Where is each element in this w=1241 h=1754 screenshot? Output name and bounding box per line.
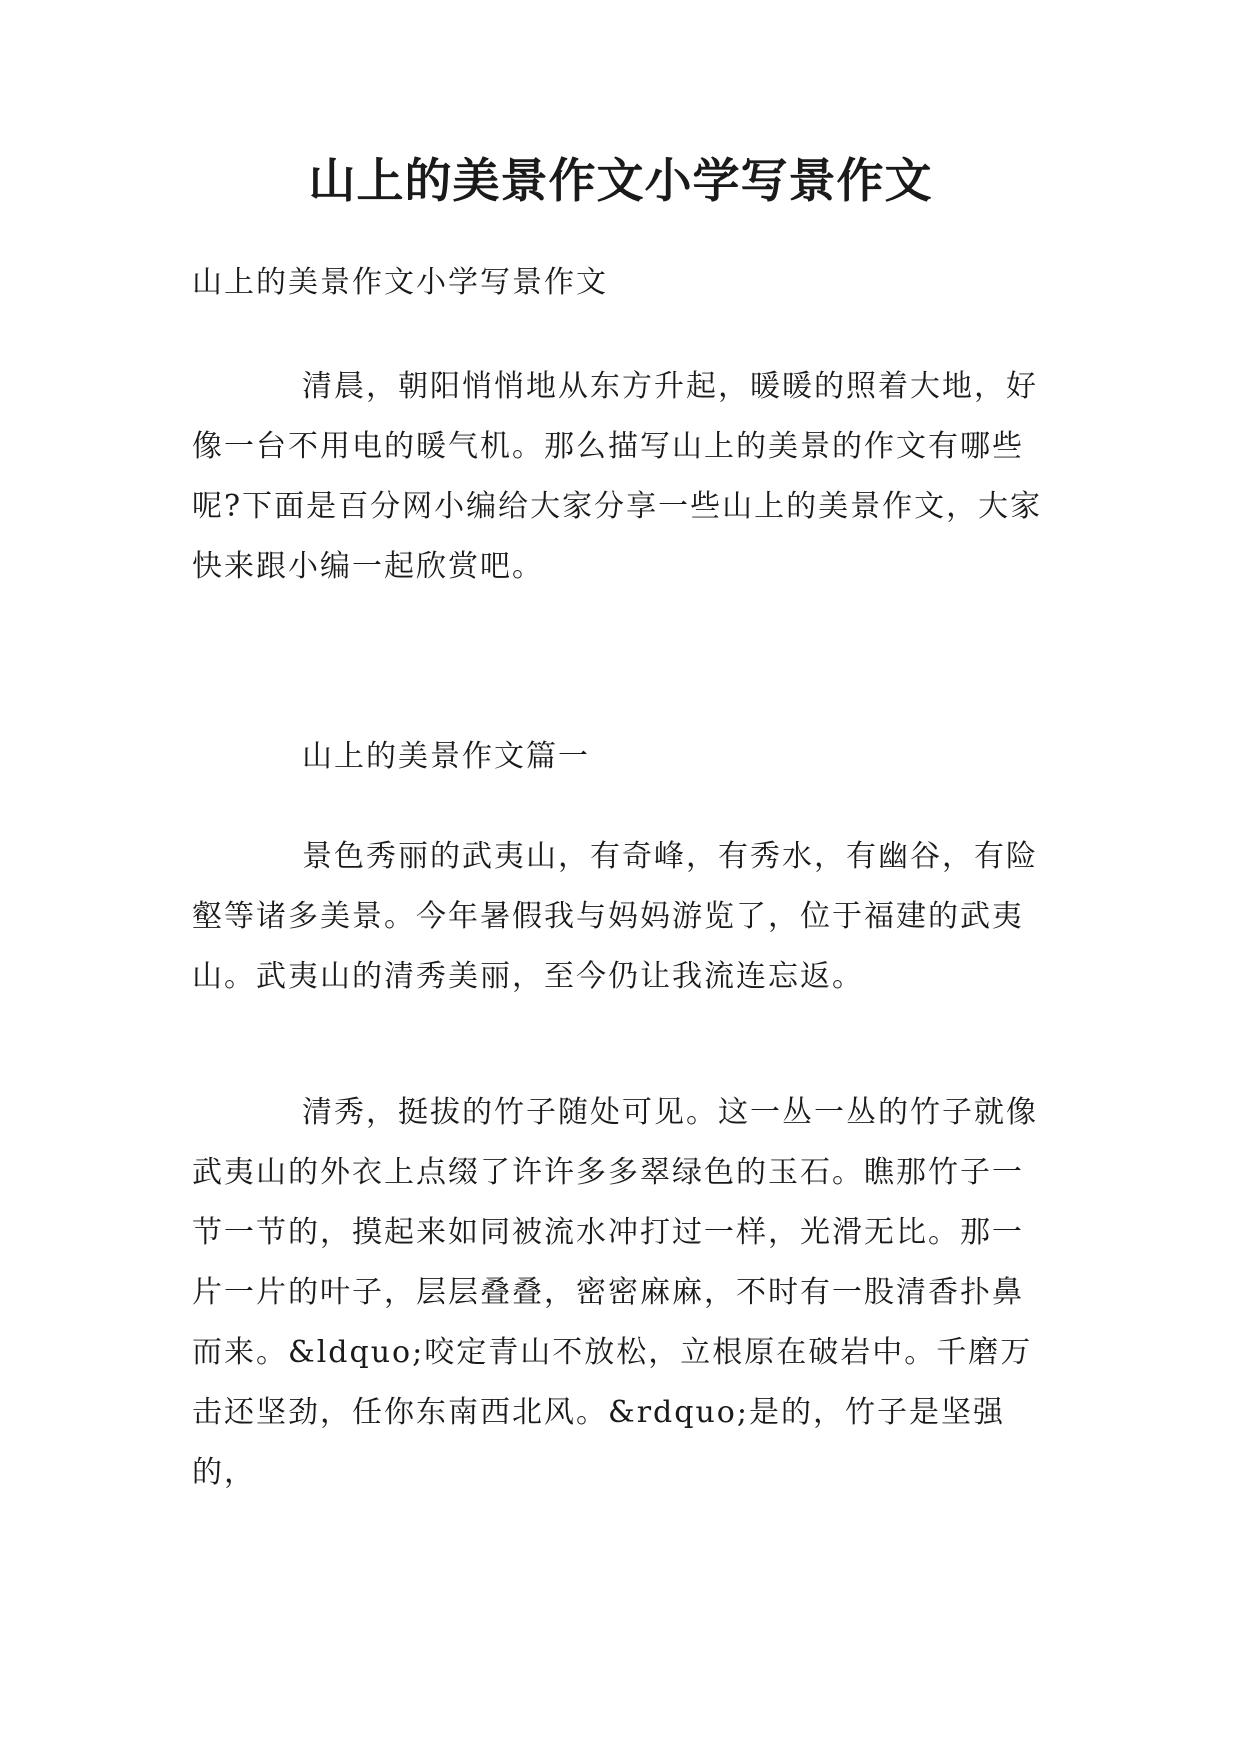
paragraph-1: 景色秀丽的武夷山，有奇峰，有秀水，有幽谷，有险壑等诸多美景。今年暑假我与妈妈游览了，位于福建的武夷山。武夷山的清秀美丽，至今仍让我流连忘返。 <box>192 839 1038 994</box>
subtitle-line: 山上的美景作文小学写景作文 <box>192 265 608 300</box>
section-heading: 山上的美景作文篇一 <box>302 739 590 774</box>
paragraph-2: 清秀，挺拔的竹子随处可见。这一丛一丛的竹子就像武夷山的外衣上点缀了许许多多翠绿色的玉石。瞧那竹子一节一节的，摸起来如同被流水冲打过一样，光滑无比。那一片一片的叶子，层层叠叠，密密麻麻，不时有一股清香扑鼻而来。&ldquo;咬定青山不放松，立根原在破岩中。千磨万击还坚劲，任你东南西北风。&rdquo;是的，竹子是坚强的， <box>192 1095 1038 1490</box>
document-title: 山上的美景作文小学写景作文 <box>308 154 933 209</box>
intro-paragraph: 清晨，朝阳悄悄地从东方升起，暖暖的照着大地，好像一台不用电的暖气机。那么描写山上的美景的作文有哪些呢?下面是百分网小编给大家分享一些山上的美景作文，大家快来跟小编一起欣赏吧。 <box>192 369 1043 584</box>
